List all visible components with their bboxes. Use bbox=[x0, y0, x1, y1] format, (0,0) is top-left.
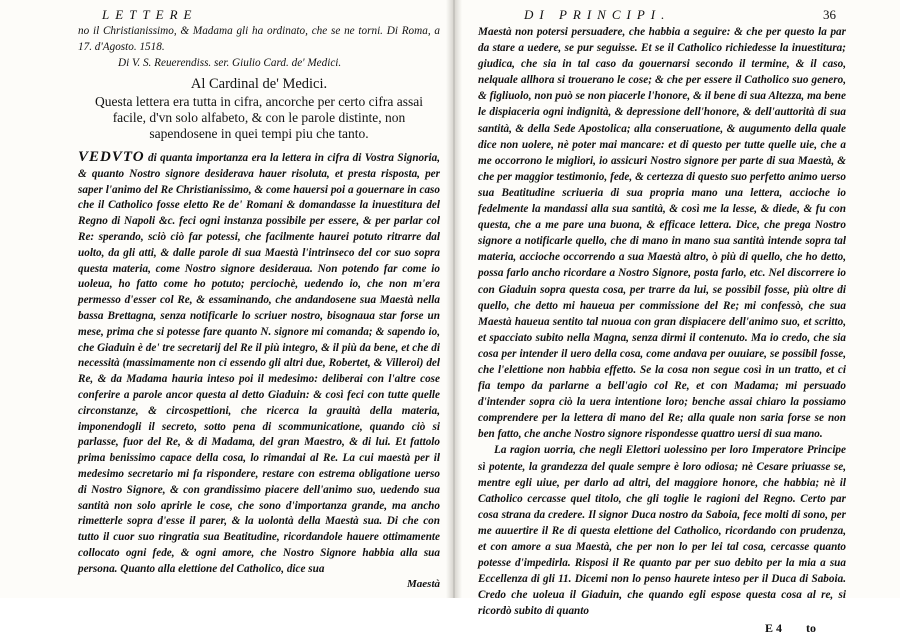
signature-catch-line bbox=[478, 621, 846, 636]
letter-signature: Di V. S. Reuerendiss. ser. Giulio Card. de' Medici. bbox=[118, 57, 342, 69]
right-body-paragraph-2: La ragion uorria, che negli Elettori uolessino per loro Imperatore Principe sì potente, la grandezza del quale sempre è loro odiosa; nè Cesare priuasse se, mentre egli uiue, per darlo ad altri, del maggiore honore, che habbia; nè il Catholico cercasse quel titolo, che gli toglie le ragioni del Regno. Certo par cosa strana da credere. Il signor Duca nostro da Saboia, fece molti di sono, per me auuertire il Re di questa elettione del Catholico, ricordando con prudenza, et con amore a sua Maestà, che per non lo per lei tal cosa, cercasse quanto potesse d'impedirla. Risposi il Re quanto par per suo debito per la mia a sua Eccellenza di gli 11. Dicemi non lo penso haurete inteso per il Duca di Saboia. Credo che uoleua il Giaduin, che quando egli espose questa cosa al re, si ricordò subito di quanto bbox=[478, 444, 846, 618]
letter-heading: Al Cardinal de' Medici. bbox=[190, 76, 328, 92]
left-running-head: LETTERE bbox=[102, 7, 198, 22]
left-catchword: Maestà bbox=[407, 577, 440, 590]
left-page bbox=[78, 6, 440, 592]
right-catchword: to bbox=[806, 621, 816, 636]
dropcap-word: VEDVTO bbox=[78, 149, 145, 165]
page-number: 36 bbox=[823, 7, 836, 22]
right-body-paragraph-1: Maestà non potersi persuadere, che habbia a seguire: & che per questo la par da stare a uedere, se pur seguisse. Et se il Catholico richiedesse la inuestitura; giudica, che sia in tal caso da gouernarsi secondo il termine, & il caso, nelquale allhora si trouerano le cose; & che per essere il Catholico suo genero, & figliuolo, non può se non piacerle l'honore, & il bene di sua Altezza, ma bene le dispiaceria ogni indignità, & depressione dell'honore, & dell'auttorità di sua santità, & della Sede Apostolica; alla conseruatione, & augumento della quale dice non uolere, nè poter mai mancare: et di questo per tutte quelle uie, che a me occorrono le migliori, io assicuri Nostro signore per parte di sua Maestà, & che per maggior testimonio, fede, & certezza di questo suo perfetto animo uerso sua Beatitudine scriueria di sua propria mano una lettera, accioche io fedelmente la mandassi alla sua santità, & così me la lesse, & diede, & fu con questa, che a me pare una buona, & efficace lettera. Dice, che prega Nostro signore a notificarle quello, che di mano in mano sua santità intende sopra tal materia, accioche occorrendo a sua Maestà altro, ò più di quello, che ho detto, possa farlo ancho ricordare a Nostro Signore, posta farlo, etc. Nel discorrere io con Giaduin sopra questa cosa, per trarre da lui, se possibil fosse, più oltre di quello, che detto mi haueua per commissione del Re; mi confessò, che sua Maestà haueua sentito tal nuoua con gran dispiacere dell'animo suo, et scritto, et spacciato subito nella Magna, senza dirmi il contenuto. Ma io credo, che sia cosa per intender il uero della cosa, come andava per ouuiare, se possibil fosse, che l'elettione non habbia effetto. Se la cosa non segue così in un tratto, et ci fia tempo da parlarne a bell'agio col Re, et con Madama; mi persuado d'intender sopra ciò la uera intentione loro; benche assai chiaro la possiamo comprendere per la lettera di mano del Re; alla quale non saria forse se non ben fatto, che anche Nostro signore rispondesse quattro uersi di sua mano. bbox=[478, 26, 846, 441]
right-running-head bbox=[478, 6, 846, 24]
letter-intro-note: Questa lettera era tutta in cifra, ancorche per certo cifra assai facile, d'vn solo alfabeto, & con le parole distinte, non sapendosene in quei tempi piu che tanto. bbox=[95, 94, 423, 141]
gathering-signature-mark: E 4 bbox=[764, 621, 782, 636]
right-page bbox=[478, 6, 846, 636]
left-body-paragraph bbox=[78, 150, 440, 578]
right-running-title: DI PRINCIPI. bbox=[524, 7, 671, 22]
letter-continuation: no il Christianissimo, & Madama gli ha ordinato, che se ne torni. Di Roma, a 17. d'Agosto. 1518. bbox=[78, 25, 440, 53]
left-body-text: di quanta importanza era la lettera in cifra di Vostra Signoria, & quanto Nostro signore desiderava hauer risoluta, et presta risposta, per saper l'animo del Re Christianissimo, & come hauersi poi a gouernare in caso che il Catholico fosse eletto Re de' Romani & domandasse la inuestitura del Regno di Napoli &c. feci ogni instanza possibile per essere, & per parlar col Re: sperando, sciò ciò far potessi, che facilmente haurei potuto ritrarre dal uolto, da gli atti, & dalle parole di sua Maestà l'intrinseco del cor suo sopra questa materia, come Nostro signore desideraua. Non potendo far come io uoleua, ho fatto come ho potuto; perciochè, uedendo io, che non m'era permesso d'esser col Re, & essaminando, che andandosene sua Maestà nella bassa Brettagna, senza notificarle lo scriuer nostro, bisognaua star forse un mese, prima che si potesse fare quanto N. signore mi comanda; & sapendo io, che Giaduin è de' tre secretarij del Re il più integro, & il più da bene, et che di necessità (massimamente non ci essendo gli altri due, Robertet, & Villeroi) del Re, & da Madama hauria inteso poi il medesimo: deliberai con l'altre cose conferire a parole ancor questa al detto Giaduin: & così feci con tutte quelle circonstanze, & circospettioni, che ricerca la grauità della materia, imponendogli il secreto, sotto pena di scommunicatione, quando ciò si parlasse, fuor del Re, & di Madama, del gran Maestro, & di lui. Et fattolo prima benissimo capace della cosa, lo rimandai al Re. La cui maestà per il medesimo secretario mi fa rispondere, restare con estrema obligatione uerso di Nostro Signore, & con grandissimo piacere dell'animo suo, uedendo sua santità non solo aprirle le cose, che sono d'importanza grande, ma ancho rimetterle sopra d'esse il parer, & la uolontà della Maestà sua. Di che con tutto il cuor suo ringratia sua Beatitudine, ricordandole hauere ottimamente collocato ogni fede, & ogni amore, che Nostro Signore habbia alla sua persona. Quanto alla elettione del Catholico, dice sua bbox=[78, 152, 441, 575]
book-gutter bbox=[446, 0, 462, 598]
